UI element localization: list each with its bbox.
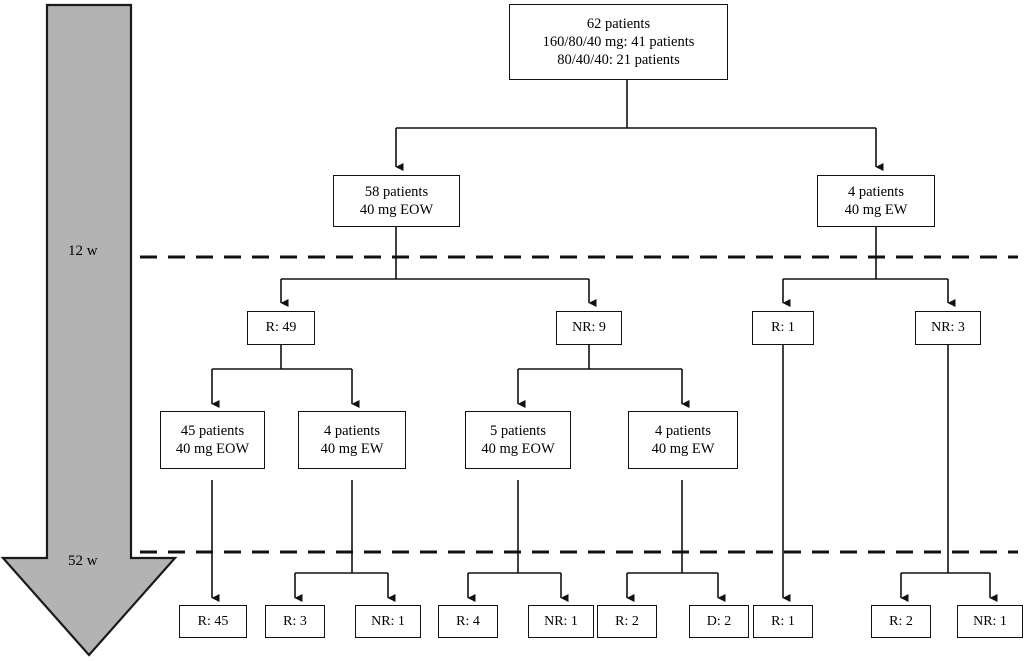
node-root: [509, 4, 728, 80]
node-out-nr1-c: [957, 605, 1023, 638]
node-out-r2-b: [871, 605, 931, 638]
node-out-nr1-a-label: NR: 1: [371, 613, 405, 629]
node-out-r4: [438, 605, 498, 638]
node-out-nr1-a: [355, 605, 421, 638]
node-out-r1: [753, 605, 813, 638]
node-nr3: [915, 311, 981, 345]
node-root-line3: 80/40/40: 21 patients: [557, 52, 680, 69]
node-r49: [247, 311, 315, 345]
node-out-d2: [689, 605, 749, 638]
node-out-r1-label: R: 1: [771, 613, 795, 629]
node-45-eow-line2: 40 mg EOW: [175, 441, 250, 457]
node-5-eow-line2: 40 mg EOW: [481, 441, 555, 457]
node-arm-ew: [817, 175, 935, 227]
node-out-nr1-b: [528, 605, 594, 638]
node-out-r4-label: R: 4: [456, 613, 480, 629]
node-arm-eow: [333, 175, 460, 227]
node-out-r2-a-label: R: 2: [615, 613, 639, 629]
node-nr9-label: NR: 9: [572, 320, 606, 336]
node-out-d2-label: D: 2: [706, 613, 732, 629]
node-out-r3: [265, 605, 325, 638]
node-r1-12w-label: R: 1: [771, 320, 795, 336]
node-arm-eow-line1: 58 patients: [364, 183, 429, 200]
node-5-eow: [465, 411, 571, 469]
node-arm-ew-line2: 40 mg EW: [844, 202, 908, 218]
node-arm-eow-line2: 40 mg EOW: [359, 202, 434, 218]
node-4b-ew-line2: 40 mg EW: [651, 441, 715, 457]
node-out-nr1-c-label: NR: 1: [973, 613, 1007, 629]
node-4b-ew: [628, 411, 738, 469]
node-out-r45: [179, 605, 247, 638]
node-out-nr1-b-label: NR: 1: [544, 613, 578, 629]
node-out-r2-a: [597, 605, 657, 638]
node-r49-label: R: 49: [265, 320, 297, 336]
node-45-eow: [160, 411, 265, 469]
node-4-ew: [298, 411, 406, 469]
node-5-eow-line1: 5 patients: [490, 422, 546, 439]
node-4b-ew-line1: 4 patients: [655, 422, 711, 439]
node-r1-12w: [752, 311, 814, 345]
timeline-label-52w: 52 w: [68, 553, 98, 569]
node-4-ew-line2: 40 mg EW: [320, 441, 384, 457]
node-4-ew-line1: 4 patients: [324, 422, 380, 439]
node-out-r2-b-label: R: 2: [889, 613, 913, 629]
node-out-r45-label: R: 45: [197, 613, 229, 629]
node-root-line2: 160/80/40 mg: 41 patients: [542, 33, 695, 50]
node-arm-ew-line1: 4 patients: [848, 183, 904, 200]
node-nr3-label: NR: 3: [931, 320, 965, 336]
node-nr9: [556, 311, 622, 345]
node-out-r3-label: R: 3: [283, 613, 307, 629]
timeline-label-12w: 12 w: [68, 243, 98, 259]
node-45-eow-line1: 45 patients: [180, 422, 245, 439]
node-root-line1: 62 patients: [586, 15, 651, 32]
